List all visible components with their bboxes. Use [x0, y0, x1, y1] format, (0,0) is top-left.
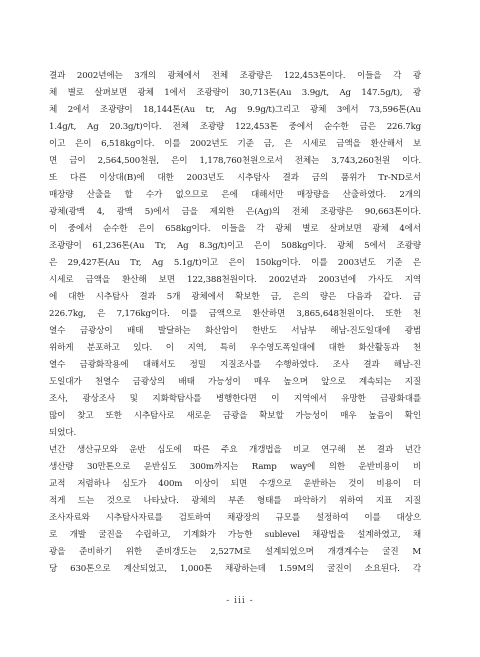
text-line: 결과 2002년에는 3개의 광체에서 전체 조광량은 122,453톤이다. 이들을 각 광: [49, 71, 421, 81]
text-line: 이 중에서 순수한 은이 658kg이다. 이들을 각 광체 별로 살펴보면 광체 4에서: [49, 224, 421, 234]
page-body: [49, 68, 421, 578]
text-line: 많이 찾고 또한 시추탐사로 새로운 금광을 확보할 가능성이 매우 높음이 확인: [49, 411, 421, 421]
text-line: 년간 생산규모와 운반 심도에 따른 주요 개갱법을 비교 연구해 본 결과 년간: [49, 445, 421, 455]
text-line: 226.7kg, 은 7,176kg이다. 이를 금액으로 환산하면 3,865,648천원이다. 또한 천: [49, 309, 421, 319]
text-line: 생산량 30만톤으로 운반심도 300m까지는 Ramp way에 의한 운반비용이 비: [49, 462, 421, 472]
page-number: - iii -: [226, 596, 254, 606]
text-line: 체 별로 살펴보면 광체 1에서 조광량이 30,713톤(Au 3.9g/t, Ag 147.5g/t), 광: [49, 88, 421, 98]
text-line: 은 29,427톤(Au Tr, Ag 5.1g/t)이고 은이 150kg이다. 이를 2003년도 기준 은: [49, 258, 421, 268]
text-line: 이고 은이 6,518kg이다. 이를 2002년도 기준 금, 은 시세로 금액을 환산해서 보: [49, 139, 421, 149]
text-line: 교적 저렴하나 심도가 400m 이상이 되면 수갱으로 운반하는 것이 비용이 더: [49, 479, 421, 489]
text-line: 매장량 산출을 할 수가 없으므로 은에 대해서만 매장량을 산출하였다. 2개의: [49, 190, 421, 200]
text-line: 광체(광맥 4, 광맥 5)에서 금을 제외한 은(Ag)의 전체 조광량은 90,663톤이다.: [49, 207, 421, 217]
paragraph-1: [49, 68, 421, 442]
text-line: 당 630톤으로 계산되었고, 1,000톤 채광하는데 1.59M의 굴진이 소요된다. 각: [49, 564, 421, 574]
text-line-last: 되었다.: [49, 428, 77, 438]
text-line: 광을 준비하기 위한 준비갱도는 2,527M로 설계되었으며 개갱계수는 굴진 M: [49, 547, 421, 557]
text-line: 조사, 광상조사 및 지화학탐사를 병행한다면 이 지역에서 유망한 금광화대를: [49, 394, 421, 404]
text-line: 위하게 분포하고 있다. 이 지역, 특히 우수영도폭일대에 대한 화산활동과 천: [49, 343, 421, 353]
text-line: 체 2에서 조광량이 18,144톤(Au tr, Ag 9.9g/t)그리고 광체 3에서 73,596톤(Au: [49, 105, 421, 115]
text-line: 면 금이 2,564,500천원, 은이 1,178,760천원으로서 전체는 3,743,260천원 이다.: [49, 156, 421, 166]
text-line: 로 개발 굴진을 수립하고, 기계화가 가능한 sublevel 채광법을 설계하였고, 채: [49, 530, 421, 540]
text-line: 열수 금광상이 배태 발달하는 화산암이 한반도 서남부 해남-진도일대에 광범: [49, 326, 421, 336]
text-line: 시세로 금액을 환산해 보면 122,388천원이다. 2002년과 2003년에 가사도 지역: [49, 275, 421, 285]
text-line: 적게 드는 것으로 나타났다. 광체의 부존 형태를 파악하기 위하여 지표 지질: [49, 496, 421, 506]
text-line: 도일대가 천열수 금광상의 배태 가능성이 매우 높으며 앞으로 계속되는 지질: [49, 377, 421, 387]
text-line: 조광량이 61,236톤(Au Tr, Ag 8.3g/t)이고 은이 508kg이다. 광체 5에서 조광량: [49, 241, 421, 251]
text-line: 1.4g/t, Ag 20.3g/t)이다. 전체 조광량 122,453톤 중에서 순수한 금은 226.7kg: [49, 122, 421, 132]
text-line: 또 다른 이상대(B)에 대한 2003년도 시추탐사 결과 금의 품위가 Tr-ND로서: [49, 173, 421, 183]
text-line: 열수 금광화작용에 대해서도 정밀 지질조사를 수행하였다. 조사 결과 해남-진: [49, 360, 421, 370]
text-line: 조사자료와 시추탐사자료를 검토하여 채광장의 규모를 설정하여 이를 대상으: [49, 513, 421, 523]
paragraph-2: [49, 442, 421, 578]
text-line: 에 대한 시추탐사 결과 5개 광체에서 확보한 금, 은의 량은 다음과 같다. 금: [49, 292, 421, 302]
